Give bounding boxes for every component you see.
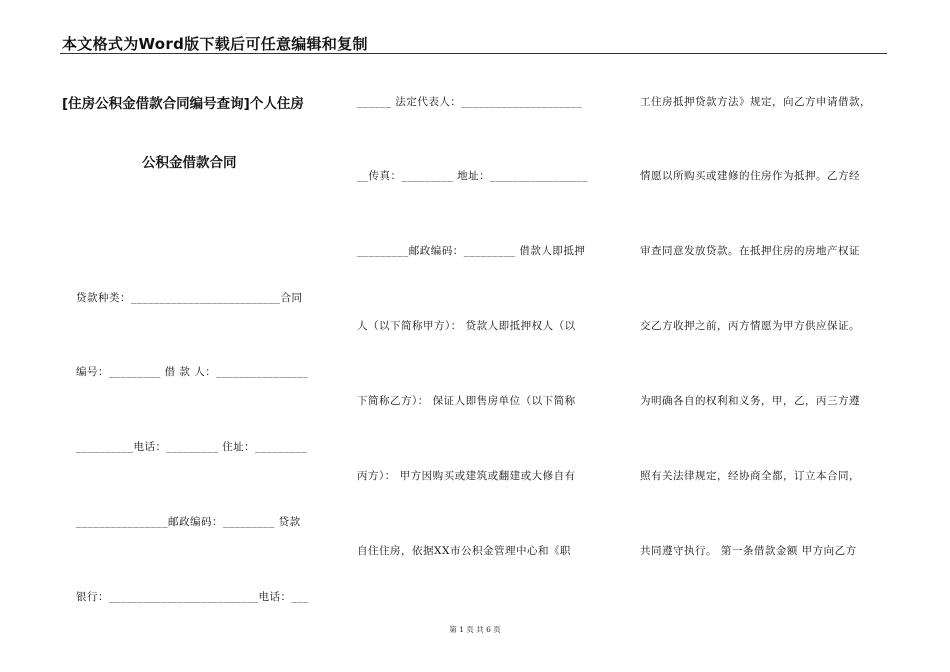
body-line: 编号：_________ 借 款 人：________________ — [76, 366, 309, 378]
body-line: _________邮政编码：_________ 借款人即抵押 — [357, 245, 586, 257]
body-line: 工住房抵押贷款方法》规定，向乙方申请借款， — [640, 96, 871, 108]
text-column-2 — [357, 0, 607, 620]
body-line: __传真：_________ 地址：_________________ — [357, 170, 588, 182]
body-line: 交乙方收押之前，丙方情愿为甲方供应保证。 — [640, 320, 860, 332]
contract-title-line-1: [住房公积金借款合同编号查询]个人住房 — [62, 96, 304, 112]
body-line: 为明确各自的权利和义务，甲，乙，丙三方遵 — [640, 395, 860, 407]
body-line: 共同遵守执行。 第一条借款金额 甲方向乙方 — [640, 545, 857, 557]
body-line: 照有关法律规定，经协商全都，订立本合同， — [640, 470, 860, 482]
body-line: 情愿以所购买或建修的住房作为抵押。乙方经 — [640, 170, 860, 182]
body-line: ______ 法定代表人：_____________________ — [357, 96, 583, 108]
body-line: 审查同意发放贷款。在抵押住房的房地产权证 — [640, 245, 860, 257]
body-line: 丙方）： 甲方因购买或建筑或翻建或大修自有 — [357, 470, 576, 482]
body-line: ________________邮政编码：_________ 贷款 — [76, 516, 301, 528]
text-column-1 — [62, 0, 324, 620]
body-line: 银行：__________________________电话：___ — [76, 591, 309, 603]
body-line: 自住住房，依据XX市公积金管理中心和《职 — [357, 545, 571, 557]
document-header-title: 本文格式为Word版下载后可任意编辑和复制 — [62, 35, 368, 53]
body-line: __________电话：_________ 住址：_________ — [76, 441, 307, 453]
body-line: 贷款种类：__________________________合同 — [76, 292, 303, 304]
body-line: 下简称乙方）： 保证人即售房单位（以下简称 — [357, 395, 576, 407]
contract-title-line-2: 公积金借款合同 — [142, 155, 237, 171]
body-line: 人（以下简称甲方）： 贷款人即抵押权人（以 — [357, 320, 576, 332]
text-column-3 — [640, 0, 890, 620]
page-number: 第 1 页 共 6 页 — [449, 625, 501, 634]
